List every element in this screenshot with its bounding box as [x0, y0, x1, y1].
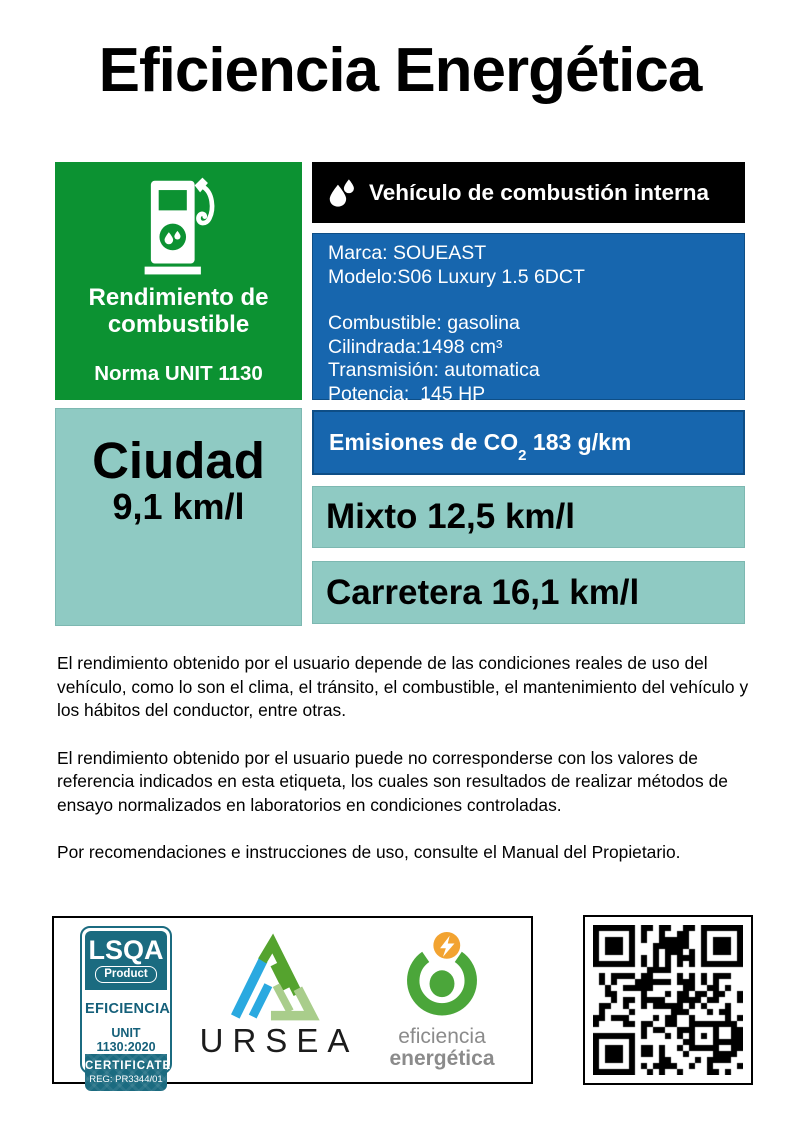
disclaimer-paragraph-1: El rendimiento obtenido por el usuario depende de las condiciones reales de uso del vehículo, como lo son el clima, el tránsito, el combustible, el mantenimiento del vehículo y los hábitos del conductor, entre otras.: [57, 653, 749, 720]
disclaimer-text: [57, 652, 757, 889]
spec-combustible: Combustible: gasolina: [328, 312, 520, 334]
spec-potencia: Potencia: 145 HP: [328, 382, 486, 405]
certification-box: [52, 916, 533, 1084]
disclaimer-paragraph-3: Por recomendaciones e instrucciones de uso, consulte el Manual del Propietario.: [57, 842, 681, 862]
spec-transmision: Transmisión: automatica: [328, 359, 540, 381]
efficiency-person-icon: [377, 931, 507, 1023]
city-rating-panel: [55, 408, 302, 626]
disclaimer-paragraph-2: El rendimiento obtenido por el usuario puede no corresponderse con los valores de referencia indicados en esta etiqueta, los cuales son resultados de realizar métodos de ensayo normalizados en laboratorios en condiciones controladas.: [57, 747, 728, 815]
fuel-panel-norm: Norma UNIT 1130: [94, 362, 263, 385]
ursea-triangle-icon: [200, 940, 350, 1020]
vehicle-specs: [312, 233, 745, 405]
energy-efficiency-logo: [377, 931, 507, 1070]
highway-rating: Carretera 16,1 km/l: [326, 572, 640, 612]
spec-spacer: [328, 289, 744, 312]
spec-modelo: Modelo:S06 Luxury 1.5 6DCT: [328, 265, 585, 288]
ursea-name: URSEA: [199, 1022, 359, 1059]
efficiency-logo-line1: eficiencia: [398, 1024, 486, 1048]
lsqa-standard: UNIT 1130:2020: [96, 1026, 156, 1054]
lsqa-brand: LSQA: [88, 935, 164, 965]
lightning-icon: [433, 931, 460, 958]
co2-emissions-bar: [312, 410, 745, 475]
lsqa-scope: EFICIENCIA: [85, 1001, 171, 1017]
lsqa-badge: [80, 926, 172, 1085]
fuel-panel-heading: Rendimiento de combustible: [88, 284, 269, 338]
lsqa-badge-top: [85, 931, 167, 990]
co2-value: 183 g/km: [526, 429, 632, 455]
city-label: Ciudad: [92, 432, 265, 489]
lsqa-badge-middle: [85, 990, 171, 1054]
lsqa-registration: REG: PR3344/01: [89, 1074, 163, 1085]
mixed-rating-bar: [312, 486, 745, 548]
fuel-performance-panel: [55, 162, 302, 400]
lsqa-product-pill: Product: [95, 966, 156, 983]
fuel-pump-icon: [55, 176, 302, 276]
page-title: Eficiencia Energética: [98, 36, 702, 105]
lsqa-certificate-label: CERTIFICATE: [85, 1060, 172, 1072]
vehicle-type-header: [312, 162, 745, 223]
city-value: 9,1 km/l: [112, 486, 245, 527]
efficiency-logo-line2: energética: [389, 1046, 495, 1070]
spec-marca: Marca: SOUEAST: [328, 242, 487, 264]
lsqa-badge-bottom: [85, 1054, 172, 1091]
qr-code: [593, 925, 743, 1075]
qr-code-box: [583, 915, 753, 1085]
co2-prefix: Emisiones de CO: [329, 429, 519, 455]
vehicle-type-title: Vehículo de combustión interna: [369, 179, 710, 205]
spec-cilindrada: Cilindrada:1498 cm³: [328, 335, 503, 358]
mixed-rating: Mixto 12,5 km/l: [326, 497, 575, 536]
co2-subscript: 2: [518, 446, 527, 464]
ursea-logo: [199, 940, 359, 1060]
fuel-drops-icon: [327, 178, 358, 208]
highway-rating-bar: [312, 561, 745, 624]
